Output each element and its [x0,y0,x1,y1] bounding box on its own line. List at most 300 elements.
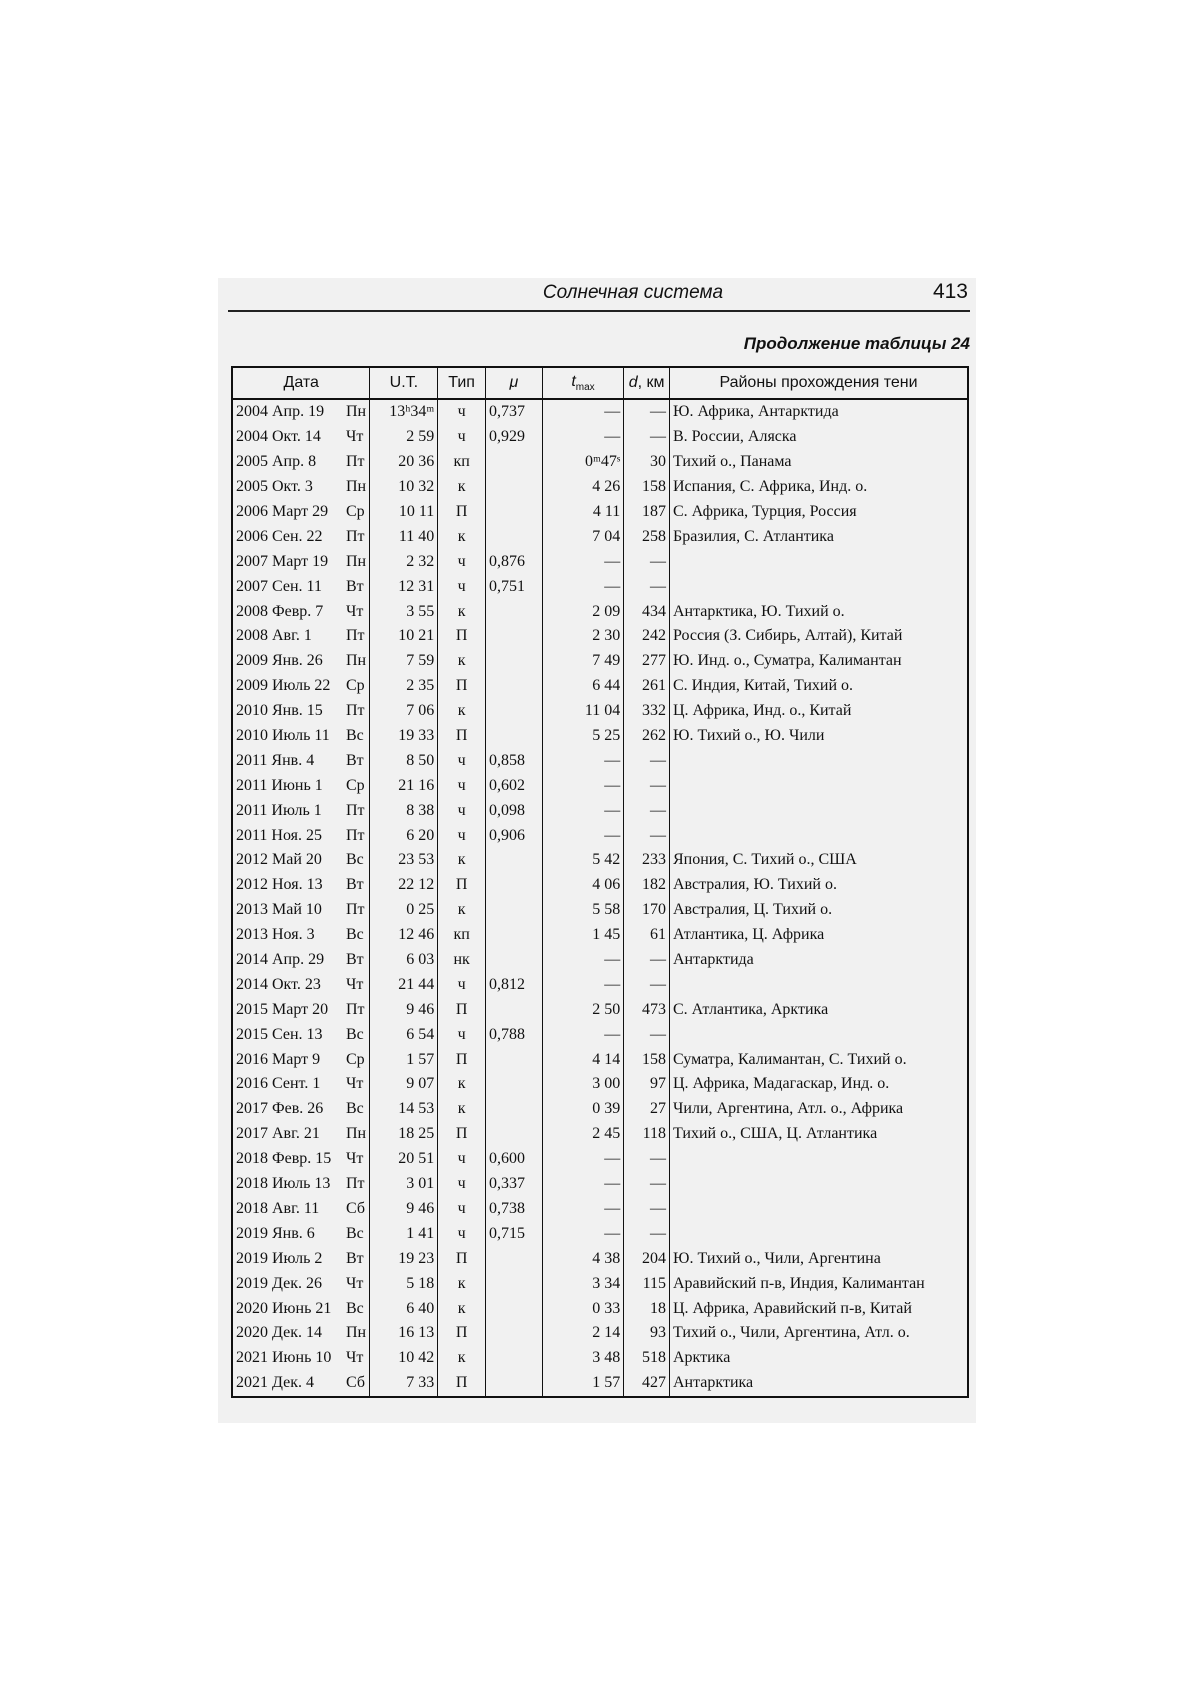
tmax-cell: — [542,1197,623,1222]
date-value: 2018 Февр. 15 [236,1150,332,1168]
date-cell [232,948,370,973]
mu-cell [485,724,542,749]
type-cell: ч [438,1197,486,1222]
table-row [232,549,968,574]
tmax-cell: — [542,972,623,997]
regions-cell: Антарктида [670,948,969,973]
regions-cell: Ц. Африка, Мадагаскар, Инд. о. [670,1072,969,1097]
mu-cell: 0,906 [485,823,542,848]
date-value: 2005 Окт. 3 [236,478,313,496]
ut-cell: 21 16 [370,773,438,798]
date-value: 2019 Дек. 26 [236,1274,322,1292]
ut-cell: 10 42 [370,1346,438,1371]
mu-cell: 0,876 [485,549,542,574]
table-row [232,923,968,948]
weekday-value: Пн [346,1125,367,1143]
weekday-value: Пн [346,552,367,570]
regions-cell: Ю. Инд. о., Суматра, Калимантан [670,649,969,674]
d-cell: — [624,773,670,798]
type-cell: П [438,1371,486,1397]
ut-cell: 20 51 [370,1147,438,1172]
d-cell: 170 [624,898,670,923]
ut-cell: 6 54 [370,1022,438,1047]
weekday-value: Вс [346,1224,364,1242]
weekday-value: Ср [346,503,365,520]
date-value: 2020 Дек. 14 [236,1324,322,1342]
date-cell [232,1197,370,1222]
ut-cell: 1 57 [370,1047,438,1072]
regions-cell: Тихий о., Чили, Аргентина, Атл. о. [670,1321,969,1346]
date-cell [232,1022,370,1047]
d-cell: 115 [624,1271,670,1296]
tmax-cell: 5 25 [542,724,623,749]
mu-cell [485,1047,542,1072]
tmax-cell: — [542,823,623,848]
regions-cell: Бразилия, С. Атлантика [670,524,969,549]
tmax-cell: 4 11 [542,500,623,525]
ut-cell: 0 25 [370,898,438,923]
mu-cell: 0,751 [485,574,542,599]
type-cell: П [438,674,486,699]
weekday-value: Пт [346,826,365,844]
table-row [232,1047,968,1072]
d-cell: — [624,1172,670,1197]
d-cell: — [624,748,670,773]
table-row [232,748,968,773]
ut-cell: 5 18 [370,1271,438,1296]
running-head [228,280,970,312]
table-row [232,599,968,624]
date-value: 2011 Янв. 4 [236,751,315,769]
table-row [232,997,968,1022]
ut-cell: 2 59 [370,425,438,450]
table-row [232,450,968,475]
d-cell: 427 [624,1371,670,1397]
date-cell [232,1246,370,1271]
type-cell: П [438,624,486,649]
regions-cell: Тихий о., США, Ц. Атлантика [670,1122,969,1147]
regions-cell [670,972,969,997]
regions-cell: Ц. Африка, Инд. о., Китай [670,699,969,724]
regions-cell: В. России, Аляска [670,425,969,450]
mu-cell [485,1271,542,1296]
regions-cell: Ю. Тихий о., Ю. Чили [670,724,969,749]
date-cell [232,1072,370,1097]
date-cell [232,1346,370,1371]
tmax-cell: — [542,798,623,823]
d-cell: — [624,425,670,450]
table-row [232,798,968,823]
ut-cell: 14 53 [370,1097,438,1122]
date-cell [232,972,370,997]
table-row [232,1097,968,1122]
tmax-cell: — [542,425,623,450]
table-row [232,1346,968,1371]
date-cell [232,399,370,425]
type-cell: ч [438,574,486,599]
mu-cell [485,500,542,525]
date-cell [232,773,370,798]
date-cell [232,798,370,823]
mu-cell [485,1321,542,1346]
table-row [232,1321,968,1346]
d-cell: — [624,948,670,973]
date-cell [232,450,370,475]
page-number: 413 [932,280,968,303]
tmax-cell: 7 49 [542,649,623,674]
date-value: 2018 Июль 13 [236,1175,331,1193]
ut-cell: 12 46 [370,923,438,948]
mu-cell: 0,337 [485,1172,542,1197]
type-cell: ч [438,798,486,823]
table-row [232,848,968,873]
regions-cell: Япония, С. Тихий о., США [670,848,969,873]
regions-cell: Атлантика, Ц. Африка [670,923,969,948]
tmax-cell: 0 39 [542,1097,623,1122]
regions-cell: Испания, С. Африка, Инд. о. [670,475,969,500]
date-cell [232,823,370,848]
ut-cell: 6 03 [370,948,438,973]
weekday-value: Чт [346,975,364,993]
d-cell: 262 [624,724,670,749]
mu-cell [485,1296,542,1321]
date-value: 2008 Авг. 1 [236,627,312,645]
ut-cell: 10 11 [370,500,438,525]
d-cell: — [624,399,670,425]
date-value: 2012 Ноя. 13 [236,876,323,894]
tmax-cell: 1 45 [542,923,623,948]
d-cell: — [624,1221,670,1246]
mu-cell [485,923,542,948]
mu-cell: 0,600 [485,1147,542,1172]
d-cell: 434 [624,599,670,624]
type-cell: П [438,1246,486,1271]
weekday-value: Пт [346,901,365,919]
ut-cell: 7 06 [370,699,438,724]
mu-cell [485,699,542,724]
date-cell [232,425,370,450]
weekday-value: Пн [346,403,367,421]
table-row [232,1122,968,1147]
tmax-cell: 4 14 [542,1047,623,1072]
table-row [232,1271,968,1296]
weekday-value: Ср [346,677,365,695]
table-row [232,1147,968,1172]
ut-cell: 10 21 [370,624,438,649]
weekday-value: Пт [346,702,365,720]
weekday-value: Вс [346,727,364,745]
table-row [232,1172,968,1197]
weekday-value: Чт [346,1075,364,1093]
ut-cell: 3 01 [370,1172,438,1197]
weekday-value: Пт [346,453,365,471]
type-cell: ч [438,549,486,574]
table-row [232,399,968,425]
type-cell: П [438,873,486,898]
tmax-cell: — [542,1022,623,1047]
mu-cell [485,475,542,500]
date-cell [232,1371,370,1397]
type-cell: ч [438,823,486,848]
table-row [232,972,968,997]
date-value: 2009 Янв. 26 [236,652,323,670]
column-header-tmax [542,367,623,399]
table-row [232,674,968,699]
regions-cell [670,823,969,848]
tmax-cell: 2 45 [542,1122,623,1147]
d-cell: 18 [624,1296,670,1321]
mu-cell [485,948,542,973]
d-cell: 182 [624,873,670,898]
mu-cell: 0,715 [485,1221,542,1246]
regions-cell [670,1221,969,1246]
type-cell: к [438,898,486,923]
regions-cell: Австралия, Ц. Тихий о. [670,898,969,923]
weekday-value: Чт [346,1150,364,1168]
date-cell [232,1296,370,1321]
date-value: 2011 Ноя. 25 [236,826,323,844]
table-row [232,873,968,898]
ut-cell: 3 55 [370,599,438,624]
weekday-value: Вт [346,751,364,769]
table-header-row [232,367,968,399]
weekday-value: Вс [346,1025,364,1043]
date-cell [232,1147,370,1172]
regions-cell: Антарктика [670,1371,969,1397]
weekday-value: Чт [346,1274,364,1292]
type-cell: к [438,1097,486,1122]
mu-cell [485,450,542,475]
regions-cell: Тихий о., Панама [670,450,969,475]
date-value: 2016 Март 9 [236,1050,321,1068]
d-cell: 27 [624,1097,670,1122]
type-cell: к [438,848,486,873]
weekday-value: Пн [346,478,367,496]
weekday-value: Пт [346,527,365,545]
table-row [232,475,968,500]
date-value: 2005 Апр. 8 [236,453,317,471]
type-cell: к [438,1072,486,1097]
weekday-value: Вс [346,851,364,869]
date-cell [232,699,370,724]
regions-cell: Ю. Тихий о., Чили, Аргентина [670,1246,969,1271]
table-row [232,1246,968,1271]
table-row [232,1022,968,1047]
ut-cell: 6 40 [370,1296,438,1321]
date-value: 2021 Июнь 10 [236,1349,332,1367]
mu-cell [485,1122,542,1147]
d-cell: 277 [624,649,670,674]
date-value: 2015 Март 20 [236,1000,329,1018]
date-value: 2017 Фев. 26 [236,1100,324,1118]
table-row [232,425,968,450]
date-cell [232,500,370,525]
mu-cell [485,1097,542,1122]
d-cell: 30 [624,450,670,475]
weekday-value: Вт [346,876,364,894]
d-cell: — [624,1022,670,1047]
type-cell: ч [438,1172,486,1197]
weekday-value: Пт [346,627,365,645]
d-cell: — [624,823,670,848]
table-row [232,823,968,848]
weekday-value: Сб [346,1374,366,1392]
table-row [232,948,968,973]
type-cell: к [438,649,486,674]
mu-cell: 0,737 [485,399,542,425]
date-value: 2013 Май 10 [236,901,322,919]
d-cell: 332 [624,699,670,724]
d-cell: — [624,972,670,997]
tmax-symbol: t [571,372,576,390]
date-cell [232,848,370,873]
d-cell: — [624,1197,670,1222]
tmax-cell: 4 26 [542,475,623,500]
date-value: 2011 Июль 1 [236,801,322,819]
ut-cell: 19 33 [370,724,438,749]
type-cell: к [438,524,486,549]
tmax-cell: 0ᵐ47ˢ [542,450,623,475]
date-value: 2009 Июль 22 [236,677,331,695]
table-row [232,898,968,923]
type-cell: к [438,1271,486,1296]
d-cell: 61 [624,923,670,948]
mu-cell: 0,788 [485,1022,542,1047]
tmax-cell: 7 04 [542,524,623,549]
tmax-cell: — [542,1147,623,1172]
regions-cell: Чили, Аргентина, Атл. о., Африка [670,1097,969,1122]
type-cell: ч [438,773,486,798]
d-cell: — [624,1147,670,1172]
regions-cell [670,574,969,599]
regions-cell: Антарктика, Ю. Тихий о. [670,599,969,624]
type-cell: к [438,1346,486,1371]
date-cell [232,1221,370,1246]
date-value: 2007 Сен. 11 [236,577,322,595]
mu-cell [485,624,542,649]
weekday-value: Пт [346,1000,365,1018]
type-cell: к [438,1296,486,1321]
ut-cell: 9 07 [370,1072,438,1097]
ut-cell: 12 31 [370,574,438,599]
date-cell [232,624,370,649]
date-value: 2017 Авг. 21 [236,1125,320,1143]
column-header-regions: Районы прохождения тени [670,367,969,399]
column-header-d [624,367,670,399]
regions-cell: С. Атлантика, Арктика [670,997,969,1022]
date-value: 2015 Сен. 13 [236,1025,323,1043]
table-row [232,1072,968,1097]
d-cell: 261 [624,674,670,699]
regions-cell: Арктика [670,1346,969,1371]
date-cell [232,898,370,923]
date-value: 2018 Авг. 11 [236,1199,320,1217]
tmax-cell: 2 14 [542,1321,623,1346]
date-value: 2004 Апр. 19 [236,403,325,421]
ut-cell: 8 38 [370,798,438,823]
d-cell: 258 [624,524,670,549]
date-value: 2014 Апр. 29 [236,951,325,969]
date-value: 2012 Май 20 [236,851,322,869]
ut-cell: 20 36 [370,450,438,475]
type-cell: ч [438,1147,486,1172]
ut-cell: 19 23 [370,1246,438,1271]
regions-cell: Ю. Африка, Антарктида [670,399,969,425]
d-cell: 233 [624,848,670,873]
regions-cell [670,1147,969,1172]
d-cell: 473 [624,997,670,1022]
regions-cell [670,748,969,773]
date-value: 2020 Июнь 21 [236,1299,332,1317]
type-cell: ч [438,1221,486,1246]
date-cell [232,1047,370,1072]
date-value: 2021 Дек. 4 [236,1374,314,1392]
table-body [232,399,968,1397]
type-cell: ч [438,748,486,773]
date-cell [232,674,370,699]
date-cell [232,475,370,500]
mu-cell [485,873,542,898]
date-value: 2019 Янв. 6 [236,1224,315,1242]
ut-cell: 2 32 [370,549,438,574]
date-cell [232,649,370,674]
mu-cell [485,599,542,624]
date-value: 2011 Июнь 1 [236,776,323,794]
weekday-value: Чт [346,428,364,446]
tmax-cell: 2 09 [542,599,623,624]
mu-cell [485,1371,542,1397]
type-cell: ч [438,972,486,997]
date-cell [232,724,370,749]
type-cell: кп [438,450,486,475]
tmax-cell: — [542,549,623,574]
table-row [232,524,968,549]
date-cell [232,1172,370,1197]
regions-cell: Россия (З. Сибирь, Алтай), Китай [670,624,969,649]
type-cell: П [438,500,486,525]
table-row [232,574,968,599]
ut-cell: 9 46 [370,1197,438,1222]
mu-cell [485,1246,542,1271]
date-cell [232,549,370,574]
type-cell: П [438,1321,486,1346]
d-cell: 518 [624,1346,670,1371]
d-cell: 242 [624,624,670,649]
d-cell: 204 [624,1246,670,1271]
weekday-value: Чт [346,1349,364,1367]
mu-cell: 0,858 [485,748,542,773]
type-cell: кп [438,923,486,948]
weekday-value: Сб [346,1199,366,1217]
d-cell: 187 [624,500,670,525]
ut-cell: 7 59 [370,649,438,674]
mu-cell [485,997,542,1022]
tmax-cell: 4 38 [542,1246,623,1271]
regions-cell [670,1172,969,1197]
tmax-cell: 5 42 [542,848,623,873]
weekday-value: Ср [346,1050,365,1068]
table-row [232,724,968,749]
d-cell: — [624,574,670,599]
d-cell: 158 [624,1047,670,1072]
date-value: 2006 Март 29 [236,503,329,520]
table-row [232,624,968,649]
type-cell: нк [438,948,486,973]
ut-cell: 13ʰ34ᵐ [370,399,438,425]
tmax-cell: 0 33 [542,1296,623,1321]
column-header-mu [485,367,542,399]
weekday-value: Вт [346,951,364,969]
